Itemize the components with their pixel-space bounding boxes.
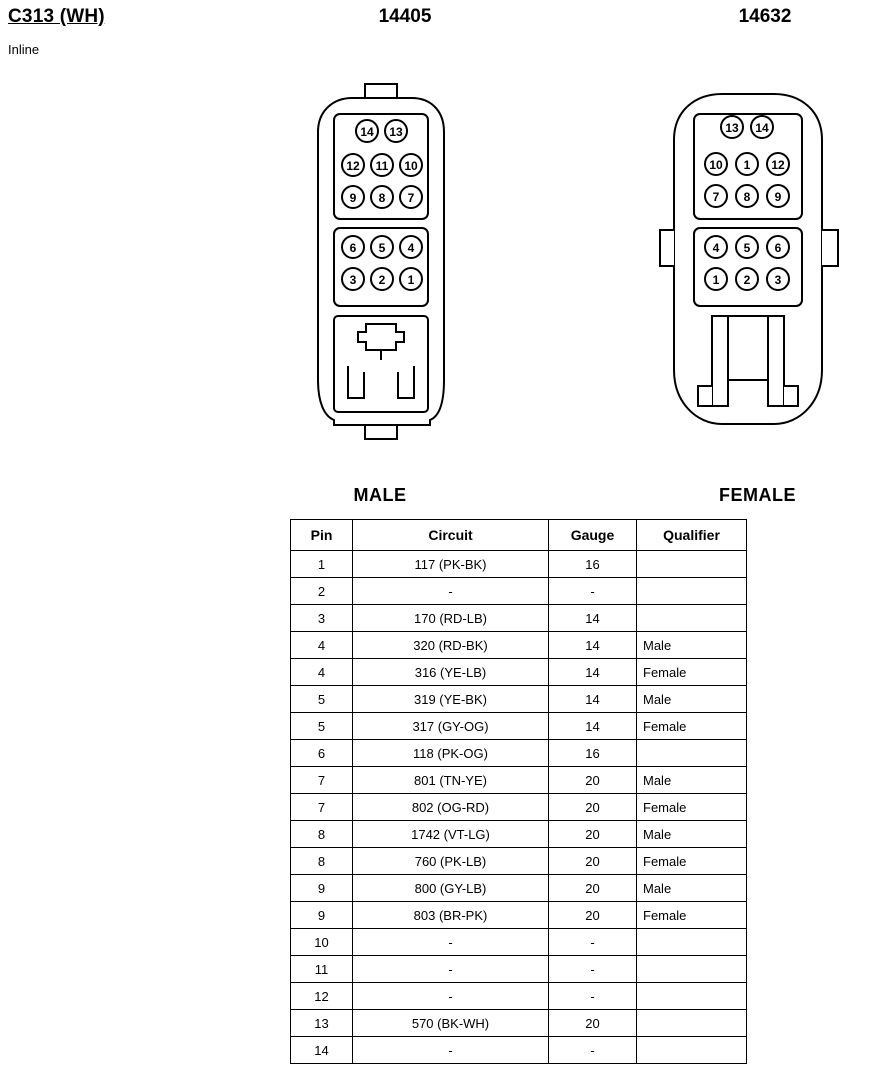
cell-pin: 13 bbox=[291, 1010, 353, 1037]
cell-qualifier: Male bbox=[637, 632, 747, 659]
cell-circuit: 320 (RD-BK) bbox=[353, 632, 549, 659]
female-pin-label: 5 bbox=[743, 241, 751, 255]
table-row bbox=[291, 605, 747, 632]
cell-gauge: - bbox=[549, 578, 637, 605]
cell-pin: 8 bbox=[291, 848, 353, 875]
connector-type-label: Inline bbox=[8, 42, 40, 57]
part-number-female: 14632 bbox=[738, 6, 792, 27]
column-header-circuit: Circuit bbox=[353, 520, 549, 551]
column-header-qualifier: Qualifier bbox=[637, 520, 747, 551]
cell-pin: 14 bbox=[291, 1037, 353, 1064]
cell-circuit: 170 (RD-LB) bbox=[353, 605, 549, 632]
female-pin-label: 7 bbox=[712, 190, 720, 204]
cell-circuit: 570 (BK-WH) bbox=[353, 1010, 549, 1037]
male-pin-label: 4 bbox=[407, 241, 415, 255]
cell-qualifier bbox=[637, 605, 747, 632]
cell-circuit: 1742 (VT-LG) bbox=[353, 821, 549, 848]
cell-gauge: - bbox=[549, 1037, 637, 1064]
cell-qualifier: Female bbox=[637, 848, 747, 875]
cell-pin: 5 bbox=[291, 686, 353, 713]
female-pin-label: 1 bbox=[712, 273, 720, 287]
cell-pin: 7 bbox=[291, 794, 353, 821]
cell-pin: 9 bbox=[291, 902, 353, 929]
cell-circuit: 118 (PK-OG) bbox=[353, 740, 549, 767]
cell-pin: 6 bbox=[291, 740, 353, 767]
male-pin-label: 10 bbox=[404, 159, 418, 173]
female-lock-foot-right bbox=[784, 386, 798, 406]
table-row bbox=[291, 740, 747, 767]
male-pin-label: 8 bbox=[378, 191, 386, 205]
cell-qualifier bbox=[637, 929, 747, 956]
cell-gauge: 14 bbox=[549, 713, 637, 740]
cell-pin: 11 bbox=[291, 956, 353, 983]
cell-circuit: 800 (GY-LB) bbox=[353, 875, 549, 902]
male-pin-label: 5 bbox=[378, 241, 386, 255]
cell-qualifier bbox=[637, 983, 747, 1010]
cell-gauge: 20 bbox=[549, 848, 637, 875]
cell-pin: 12 bbox=[291, 983, 353, 1010]
female-left-rib bbox=[660, 230, 674, 266]
cell-gauge: 14 bbox=[549, 632, 637, 659]
cell-circuit: - bbox=[353, 1037, 549, 1064]
female-pin-label: 8 bbox=[743, 190, 751, 204]
table-row bbox=[291, 902, 747, 929]
female-pin-label: 9 bbox=[774, 190, 782, 204]
cell-gauge: - bbox=[549, 983, 637, 1010]
cell-gauge: 14 bbox=[549, 605, 637, 632]
table-row bbox=[291, 983, 747, 1010]
female-pin-label: 2 bbox=[743, 273, 751, 287]
cell-pin: 5 bbox=[291, 713, 353, 740]
male-pin-label: 7 bbox=[407, 191, 415, 205]
cell-qualifier bbox=[637, 956, 747, 983]
table-row bbox=[291, 578, 747, 605]
cell-qualifier: Female bbox=[637, 902, 747, 929]
cell-circuit: - bbox=[353, 578, 549, 605]
male-connector-diagram bbox=[290, 80, 480, 450]
male-pin-label: 11 bbox=[375, 159, 389, 173]
cell-gauge: 20 bbox=[549, 821, 637, 848]
female-right-rib bbox=[822, 230, 838, 266]
female-pin-label: 12 bbox=[771, 158, 785, 172]
cell-gauge: - bbox=[549, 956, 637, 983]
female-lock-foot-left bbox=[698, 386, 712, 406]
table-row bbox=[291, 848, 747, 875]
cell-pin: 10 bbox=[291, 929, 353, 956]
cell-qualifier: Female bbox=[637, 713, 747, 740]
cell-gauge: 20 bbox=[549, 767, 637, 794]
table-row bbox=[291, 875, 747, 902]
cell-circuit: - bbox=[353, 956, 549, 983]
cell-pin: 2 bbox=[291, 578, 353, 605]
table-row bbox=[291, 632, 747, 659]
cell-gauge: - bbox=[549, 929, 637, 956]
cell-qualifier: Male bbox=[637, 686, 747, 713]
male-pin-label: 13 bbox=[389, 125, 403, 139]
cell-circuit: - bbox=[353, 983, 549, 1010]
female-pin-label: 10 bbox=[709, 158, 723, 172]
cell-qualifier: Female bbox=[637, 659, 747, 686]
cell-qualifier: Male bbox=[637, 875, 747, 902]
cell-qualifier bbox=[637, 1037, 747, 1064]
connector-id: C313 (WH) bbox=[8, 6, 105, 27]
male-bottom-key bbox=[365, 425, 397, 439]
cell-gauge: 20 bbox=[549, 794, 637, 821]
cell-gauge: 20 bbox=[549, 875, 637, 902]
table-row bbox=[291, 956, 747, 983]
cell-pin: 8 bbox=[291, 821, 353, 848]
male-pin-label: 9 bbox=[349, 191, 357, 205]
cell-circuit: 316 (YE-LB) bbox=[353, 659, 549, 686]
male-pin-label: 14 bbox=[360, 125, 374, 139]
female-pin-label: 13 bbox=[725, 121, 739, 135]
cell-qualifier bbox=[637, 740, 747, 767]
cell-pin: 4 bbox=[291, 632, 353, 659]
cell-circuit: 117 (PK-BK) bbox=[353, 551, 549, 578]
table-row bbox=[291, 713, 747, 740]
cell-circuit: 801 (TN-YE) bbox=[353, 767, 549, 794]
cell-gauge: 14 bbox=[549, 686, 637, 713]
cell-gauge: 20 bbox=[549, 902, 637, 929]
column-header-pin: Pin bbox=[291, 520, 353, 551]
male-pin-label: 6 bbox=[349, 241, 357, 255]
cell-qualifier bbox=[637, 551, 747, 578]
female-pin-label: 3 bbox=[774, 273, 782, 287]
cell-gauge: 16 bbox=[549, 740, 637, 767]
female-connector-diagram bbox=[650, 80, 850, 450]
male-caption: MALE bbox=[353, 485, 407, 505]
male-pin-label: 3 bbox=[349, 273, 357, 287]
cell-circuit: 317 (GY-OG) bbox=[353, 713, 549, 740]
female-pin-label: 4 bbox=[712, 241, 720, 255]
cell-gauge: 20 bbox=[549, 1010, 637, 1037]
male-pin-label: 12 bbox=[346, 159, 360, 173]
table-row bbox=[291, 821, 747, 848]
table-row bbox=[291, 1010, 747, 1037]
cell-pin: 3 bbox=[291, 605, 353, 632]
table-row bbox=[291, 686, 747, 713]
female-pin-label: 14 bbox=[755, 121, 769, 135]
cell-pin: 7 bbox=[291, 767, 353, 794]
cell-qualifier bbox=[637, 1010, 747, 1037]
cell-pin: 9 bbox=[291, 875, 353, 902]
cell-pin: 4 bbox=[291, 659, 353, 686]
table-row bbox=[291, 551, 747, 578]
cell-circuit: 319 (YE-BK) bbox=[353, 686, 549, 713]
cell-circuit: 802 (OG-RD) bbox=[353, 794, 549, 821]
cell-qualifier: Male bbox=[637, 821, 747, 848]
column-header-gauge: Gauge bbox=[549, 520, 637, 551]
male-pin-label: 1 bbox=[407, 273, 415, 287]
table-row bbox=[291, 659, 747, 686]
female-caption: FEMALE bbox=[719, 485, 796, 505]
cell-qualifier: Female bbox=[637, 794, 747, 821]
part-number-male: 14405 bbox=[378, 6, 432, 27]
cell-circuit: 760 (PK-LB) bbox=[353, 848, 549, 875]
pin-assignment-table bbox=[290, 519, 747, 1064]
cell-gauge: 14 bbox=[549, 659, 637, 686]
male-pin-label: 2 bbox=[378, 273, 386, 287]
table-row bbox=[291, 1037, 747, 1064]
cell-pin: 1 bbox=[291, 551, 353, 578]
female-pin-label: 1 bbox=[743, 158, 751, 172]
table-header-row bbox=[291, 520, 747, 551]
table-row bbox=[291, 929, 747, 956]
cell-qualifier bbox=[637, 578, 747, 605]
cell-circuit: 803 (BR-PK) bbox=[353, 902, 549, 929]
female-pin-label: 6 bbox=[774, 241, 782, 255]
cell-circuit: - bbox=[353, 929, 549, 956]
table-row bbox=[291, 767, 747, 794]
table-row bbox=[291, 794, 747, 821]
cell-qualifier: Male bbox=[637, 767, 747, 794]
cell-gauge: 16 bbox=[549, 551, 637, 578]
